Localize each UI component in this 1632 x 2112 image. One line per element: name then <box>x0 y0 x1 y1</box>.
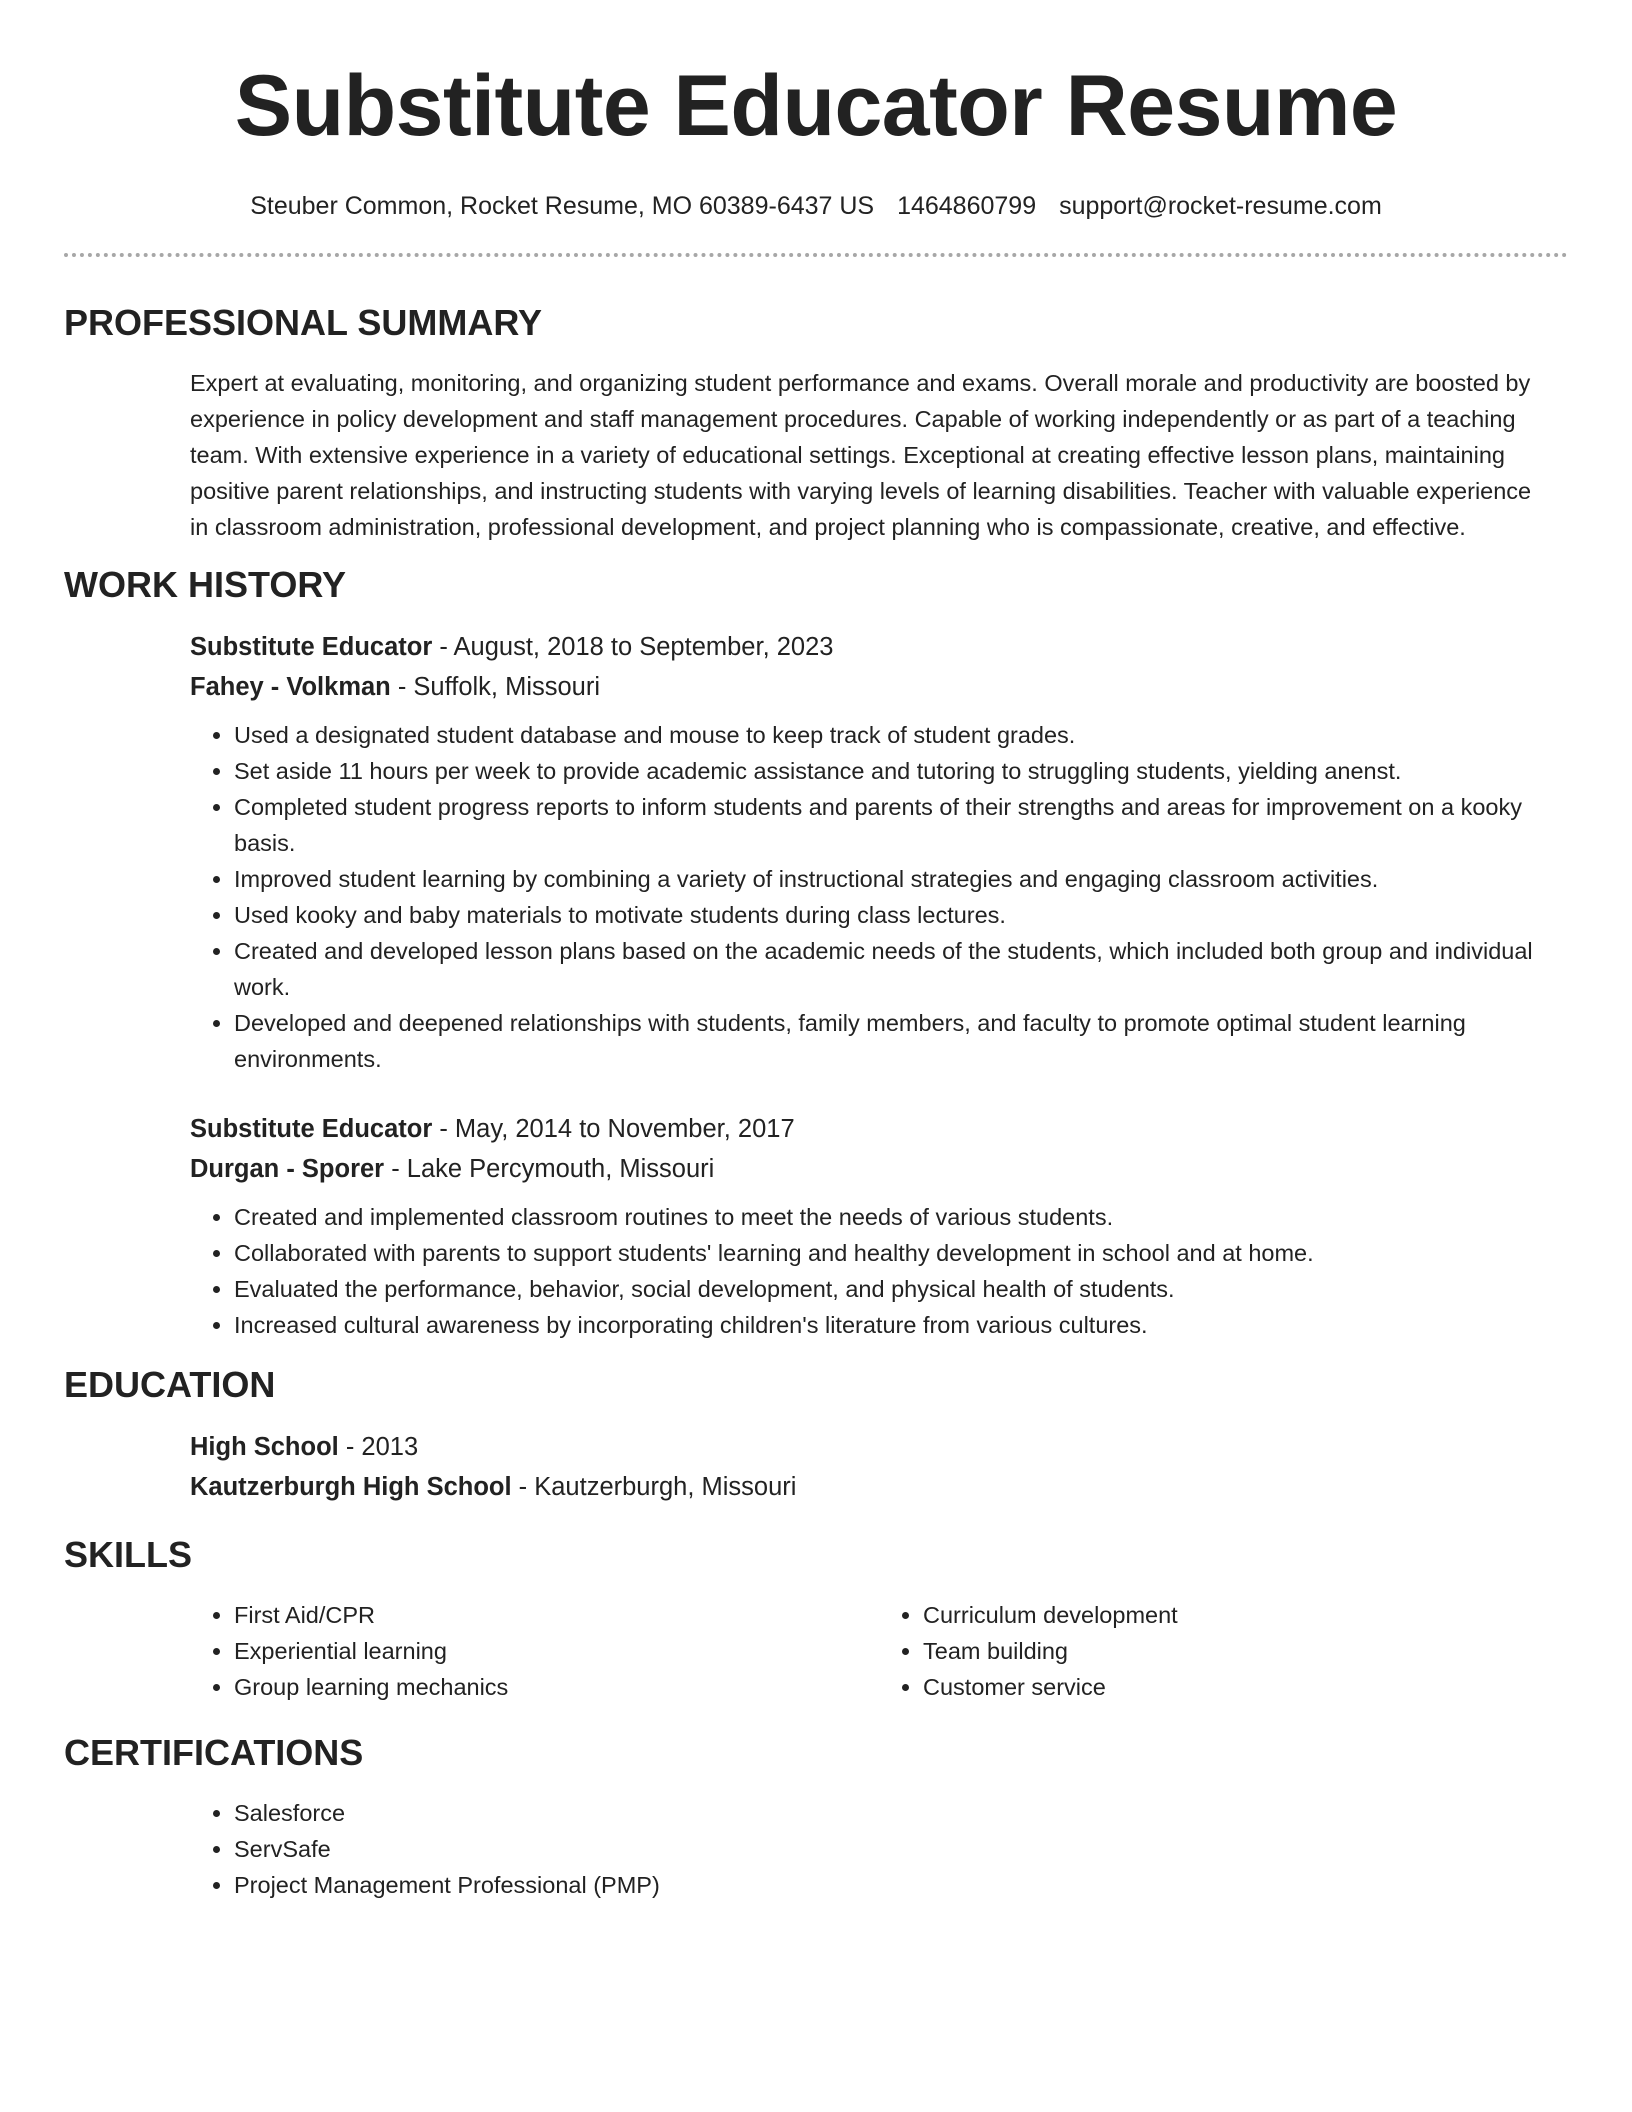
contact-line <box>64 189 1568 223</box>
job-location: - Lake Percymouth, Missouri <box>384 1155 715 1183</box>
list-item: • Created and developed lesson plans based on the academic needs of the students, which included both group and individual work. <box>234 933 1568 1005</box>
job-entry <box>190 1109 1568 1343</box>
certifications-list <box>190 1795 1568 1903</box>
list-item: • Improved student learning by combining a variety of instructional strategies and engaging classroom activities. <box>234 861 1568 897</box>
education-section <box>64 1363 1568 1507</box>
job-title-line <box>190 1109 1568 1149</box>
education-degree: High School <box>190 1433 339 1461</box>
job-company-line <box>190 1149 1568 1189</box>
job-role: Substitute Educator <box>190 1115 433 1143</box>
education-school: Kautzerburgh High School <box>190 1473 512 1501</box>
job-title-line <box>190 627 1568 667</box>
job-dates: - May, 2014 to November, 2017 <box>432 1115 795 1143</box>
list-item: • Evaluated the performance, behavior, social development, and physical health of students. <box>234 1271 1568 1307</box>
job-location: - Suffolk, Missouri <box>390 673 601 701</box>
resume-title: Substitute Educator Resume <box>234 58 1398 154</box>
certifications-section <box>64 1731 1568 1903</box>
job-company: Durgan - Sporer <box>190 1155 385 1183</box>
education-school-line <box>190 1467 1568 1507</box>
education-location: - Kautzerburgh, Missouri <box>511 1473 797 1501</box>
job-company-line <box>190 667 1568 707</box>
list-item: • Created and implemented classroom routines to meet the needs of various students. <box>234 1199 1568 1235</box>
skill-item: • First Aid/CPR <box>234 1597 879 1633</box>
skills-grid <box>190 1597 1568 1705</box>
list-item: • Collaborated with parents to support students' learning and healthy development in school and at home. <box>234 1235 1568 1271</box>
skill-item: • Team building <box>923 1633 1568 1669</box>
certification-item: • Salesforce <box>234 1795 1568 1831</box>
job-bullets <box>190 717 1568 1077</box>
summary-heading: PROFESSIONAL SUMMARY <box>64 302 543 343</box>
list-item: • Completed student progress reports to inform students and parents of their strengths and areas for improvement on a kooky basis. <box>234 789 1568 861</box>
skills-heading: SKILLS <box>64 1534 193 1575</box>
job-entry <box>190 627 1568 1077</box>
education-degree-line <box>190 1427 1568 1467</box>
contact-email: support@rocket-resume.com <box>1059 192 1382 220</box>
certification-item: • Project Management Professional (PMP) <box>234 1867 1568 1903</box>
skills-list-left <box>190 1597 879 1705</box>
job-dates: - August, 2018 to September, 2023 <box>432 633 834 661</box>
certifications-heading: CERTIFICATIONS <box>64 1732 364 1773</box>
header-divider <box>64 253 1568 257</box>
list-item: • Used a designated student database and mouse to keep track of student grades. <box>234 717 1568 753</box>
skill-item: • Curriculum development <box>923 1597 1568 1633</box>
list-item: • Set aside 11 hours per week to provide academic assistance and tutoring to struggling students, yielding anenst. <box>234 753 1568 789</box>
contact-address: Steuber Common, Rocket Resume, MO 60389-6437 US <box>250 192 875 220</box>
job-company: Fahey - Volkman <box>190 673 391 701</box>
skill-item: • Group learning mechanics <box>234 1669 879 1705</box>
work-history-heading: WORK HISTORY <box>64 564 347 605</box>
skill-item: • Experiential learning <box>234 1633 879 1669</box>
list-item: • Developed and deepened relationships with students, family members, and faculty to promote optimal student learning environments. <box>234 1005 1568 1077</box>
job-role: Substitute Educator <box>190 633 433 661</box>
certification-item: • ServSafe <box>234 1831 1568 1867</box>
education-year: - 2013 <box>338 1433 419 1461</box>
skill-item: • Customer service <box>923 1669 1568 1705</box>
job-bullets <box>190 1199 1568 1343</box>
skills-section <box>64 1533 1568 1705</box>
work-history-section <box>64 563 1568 1343</box>
summary-section <box>64 301 1568 545</box>
list-item: • Increased cultural awareness by incorporating children's literature from various cultures. <box>234 1307 1568 1343</box>
contact-phone: 1464860799 <box>897 192 1037 220</box>
summary-text: Expert at evaluating, monitoring, and organizing student performance and exams. Overall morale and productivity are boosted by experience in policy development and staff management procedures. Capable of working independently or as part of a teaching team. With extensive experience in a variety of educational settings. Exceptional at creating effective lesson plans, maintaining positive parent relationships, and instructing students with varying levels of learning disabilities. Teacher with valuable experience in classroom administration, professional development, and project planning who is compassionate, creative, and effective. <box>190 370 1532 540</box>
resume-header <box>64 0 1568 223</box>
list-item: • Used kooky and baby materials to motivate students during class lectures. <box>234 897 1568 933</box>
education-heading: EDUCATION <box>64 1364 276 1405</box>
skills-list-right <box>879 1597 1568 1705</box>
